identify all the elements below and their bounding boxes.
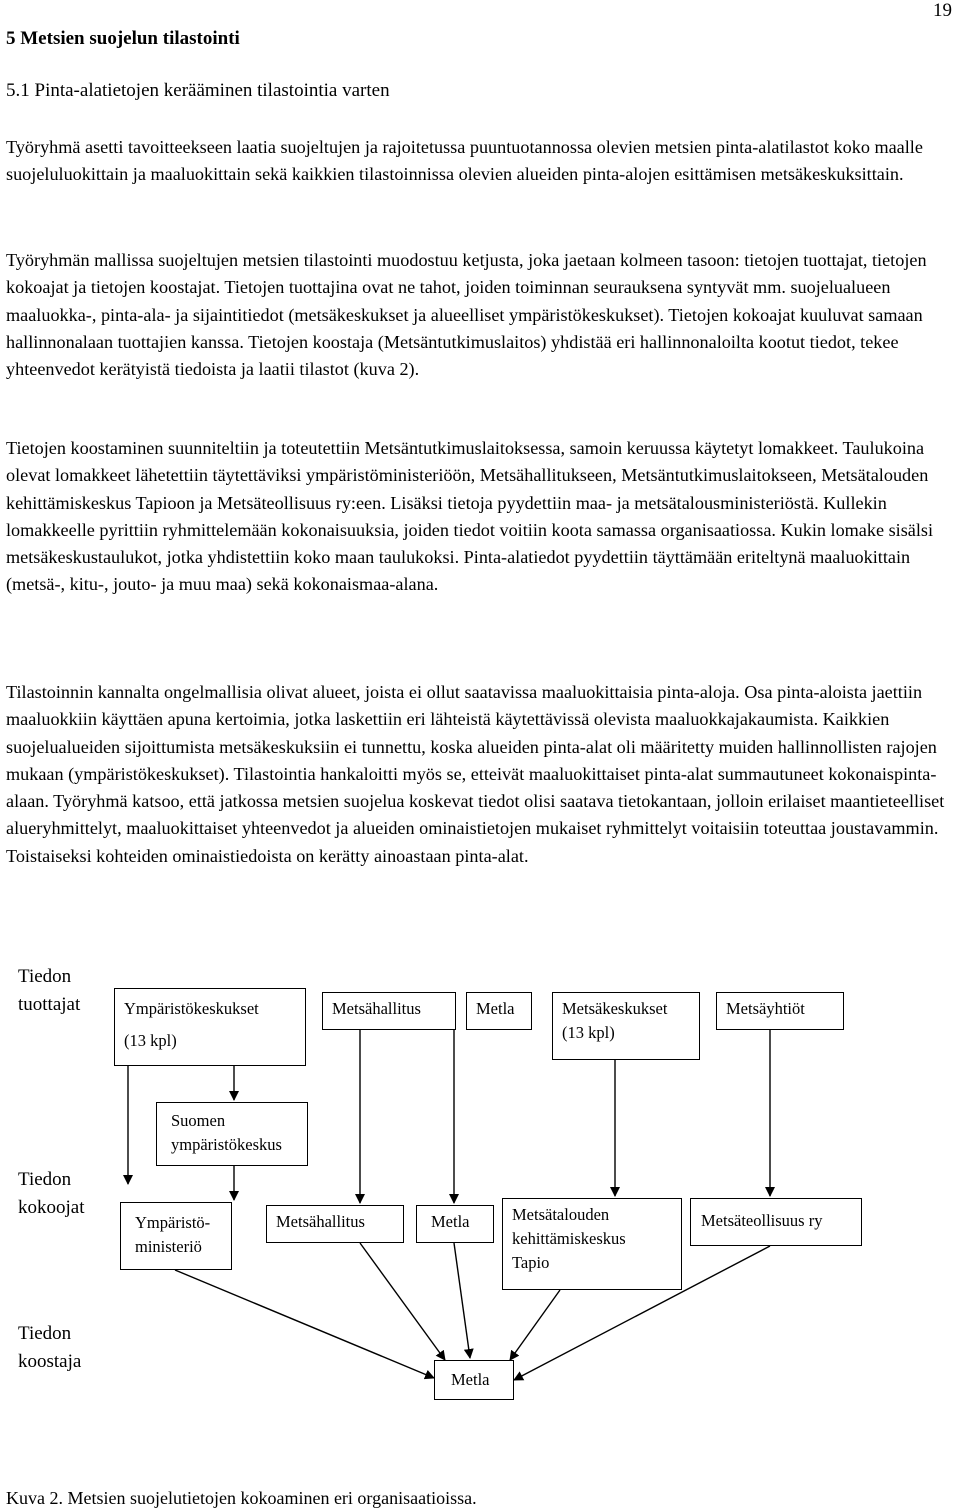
figure-caption: Kuva 2. Metsien suojelutietojen kokoaminen eri organisaatioissa. [6,1488,477,1508]
row-label-producers: Tiedon tuottajat [18,966,81,1015]
arrow-ministerio-to-metla [175,1270,434,1378]
arrow-tapio-to-metla [510,1290,560,1360]
subsection-heading: 5.1 Pinta-alatietojen kerääminen tilastointia varten [6,80,390,101]
box-ymparistoministerio: Ympäristö- ministeriö [120,1202,232,1270]
box-tapio: Metsätalouden kehittämiskeskus Tapio [502,1198,682,1290]
box-metsakeskukset: Metsäkeskukset (13 kpl) [552,992,700,1060]
section-heading: 5 Metsien suojelun tilastointi [6,28,240,49]
page-number: 19 [933,0,952,21]
paragraph-2: Työryhmän mallissa suojeltujen metsien tilastointi muodostuu ketjusta, joka jaetaan kolmeen tasoon: tietojen tuottajat, tietojen kokoajat ja tietojen koostajat. Tietojen tuottajina ovat ne tahot, joiden toiminnan seurauksena syntyvät mm. suojelualueen maaluokka-, pinta-ala- ja sijaintitiedot (metsäkeskukset ja alueelliset ympäristökeskukset). Tietojen kokoajat kuuluvat samaan hallinnonalaan tuottajien kanssa. Tietojen koostaja (Metsäntutkimuslaitos) yhdistää eri hallinnonaloilta kootut tiedot, tekee yhteenvedot kerätyistä tiedoista ja laatii tilastot (kuva 2). [6,250,927,380]
row-label-compiler: Tiedon koostaja [18,1323,82,1372]
paragraph-3: Tietojen koostaminen suunniteltiin ja toteutettiin Metsäntutkimuslaitoksessa, samoin keruussa käytetyt lomakkeet. Taulukoina olevat lomakkeet lähetettiin täytettäviksi ympäristöministeriöön, Metsähallitukseen, Metsäntutkimuslaitokseen, Metsätalouden kehittämiskeskus Tapioon ja Metsäteollisuus ry:een. Lisäksi tietoja pyydettiin maa- ja metsätalousministeriöstä. Kullekin lomakkeelle pyrittiin ryhmittelemään kokonaisuuksia, joiden tiedot voitiin koota samassa organisaatiossa. Kukin lomake sisälsi metsäkeskustaulukot, jotka yhdistettiin koko maan taulukoksi. Pinta-alatiedot pyydettiin täyttämään eriteltynä maaluokittain (metsä-, kitu-, jouto- ja muu maa) sekä kokonaismaa-alana. [6,438,934,595]
box-suomen-ymparistokeskus: Suomen ympäristökeskus [156,1102,308,1166]
box-metsateollisuus: Metsäteollisuus ry [690,1198,862,1246]
row-label-collectors: Tiedon kokoojat [18,1169,85,1218]
paragraph-4: Tilastoinnin kannalta ongelmallisia olivat alueet, joista ei ollut saatavissa maaluokittaisia pinta-aloja. Osa pinta-aloista jaettiin maaluokkiin käyttäen apuna kertoimia, jotka laskettiin eri lähteistä käytettävissä olevista maaluokkajakaumista. Kaikkien suojelualueiden sijoittumista metsäkeskuksiin ei tunnettu, koska alueiden pinta-alat oli määritetty muiden hallinnollisten rajojen mukaan (ympäristökeskukset). Tilastointia hankaloitti myös se, etteivät maaluokittaiset pinta-alat summautuneet kokonaispinta-alaan. Työryhmä katsoo, että jatkossa metsien suojelua koskevat tiedot olisi saatava tietokantaan, jolloin erilaiset maantieteelliset alueryhmittelyt, maaluokittaiset yhteenvedot ja alueiden ominaistietojen mukaiset ryhmittelyt voitaisiin toteuttaa joustavammin. Toistaiseksi kohteiden ominaistiedoista on kerätty ainoastaan pinta-alat. [6,682,945,866]
box-metsayhtiot: Metsäyhtiöt [716,992,844,1030]
box-metla-producer: Metla [466,992,532,1030]
box-metla-compiler: Metla [434,1360,514,1400]
box-metsahallitus-collector: Metsähallitus [266,1205,404,1243]
box-ymparistokeskukset: Ympäristökeskukset (13 kpl) [114,988,306,1066]
arrow-metsahallitus-to-metla [360,1243,445,1360]
box-metla-collector: Metla [416,1205,494,1243]
box-metsahallitus-producer: Metsähallitus [322,992,456,1030]
arrow-metla-to-metla [454,1243,470,1358]
paragraph-1: Työryhmä asetti tavoitteekseen laatia suojeltujen ja rajoitetussa puuntuotannossa olevien metsien pinta-alatilastot koko maalle suojeluluokittain ja maaluokittain sekä kaikkien tilastoinnissa olevien alueiden pinta-alojen esittämisen metsäkeskuksittain. [6,137,923,185]
